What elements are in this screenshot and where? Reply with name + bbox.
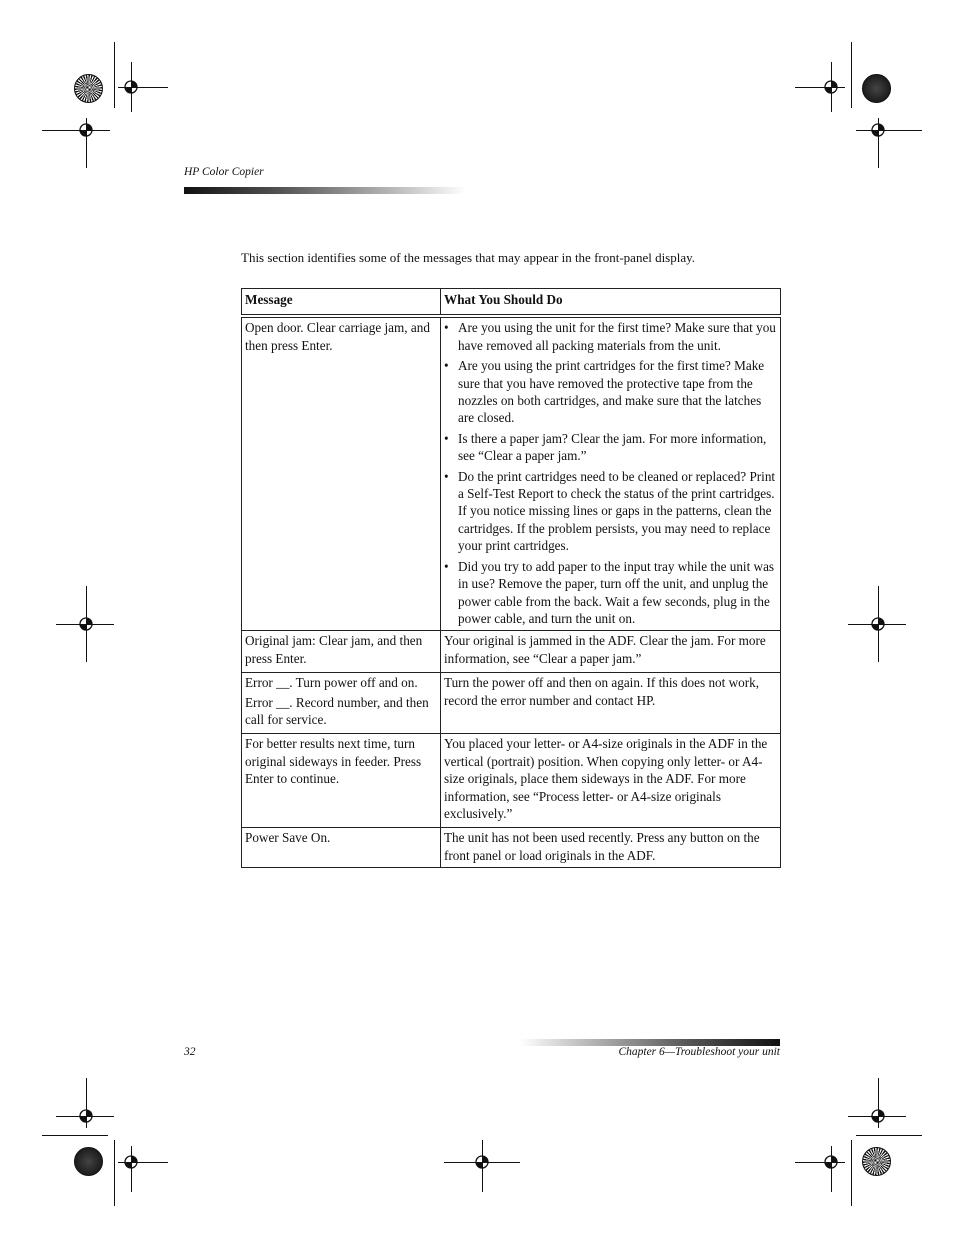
table-row bbox=[242, 316, 781, 630]
message-cell bbox=[242, 316, 441, 630]
action-bullet-list bbox=[444, 319, 777, 627]
column-header-action: What You Should Do bbox=[441, 289, 781, 317]
messages-table bbox=[241, 288, 781, 868]
crosshair-icon bbox=[868, 1106, 888, 1126]
crosshair-icon bbox=[76, 120, 96, 140]
crosshair-icon bbox=[121, 77, 141, 97]
crosshair-icon bbox=[868, 120, 888, 140]
running-header-title: HP Color Copier bbox=[184, 166, 264, 178]
registration-rosette-icon bbox=[862, 1147, 891, 1176]
registration-rosette-icon bbox=[74, 1147, 103, 1176]
action-cell: Turn the power off and then on again. If this does not work, record the error number and contact HP. bbox=[441, 673, 781, 734]
crosshair-icon bbox=[472, 1152, 492, 1172]
list-item: • Do the print cartridges need to be cleaned or replaced? Print a Self-Test Report to check the status of the print cartridges. If you notice missing lines or gaps in the patterns, clean the cartridges. If the problem persists, you may need to replace your print cartridges. bbox=[458, 468, 777, 555]
chapter-title: Chapter 6—Troubleshoot your unit bbox=[618, 1046, 780, 1058]
crosshair-icon bbox=[76, 614, 96, 634]
column-header-message: Message bbox=[242, 289, 441, 317]
list-item: • Are you using the print cartridges for the first time? Make sure that you have removed the protective tape from the nozzles on both cartridges, and make sure that the latches are closed. bbox=[458, 357, 777, 427]
table-row bbox=[242, 828, 781, 868]
crosshair-icon bbox=[868, 614, 888, 634]
registration-rosette-icon bbox=[74, 74, 103, 103]
intro-paragraph: This section identifies some of the messages that may appear in the front-panel display. bbox=[241, 250, 696, 265]
list-item: • Did you try to add paper to the input tray while the unit was in use? Remove the paper, turn off the unit, and unplug the power cable from the back. Wait a few seconds, plug in the power cable, and turn the unit on. bbox=[458, 558, 777, 628]
message-text: Original jam: Clear jam, and then press Enter. bbox=[245, 633, 423, 666]
message-text: Open door. Clear carriage jam, and then press Enter. bbox=[245, 320, 430, 353]
message-text: Error __. Record number, and then call for service. bbox=[245, 694, 429, 727]
registration-rosette-icon bbox=[862, 74, 891, 103]
message-cell bbox=[242, 631, 441, 673]
table-row bbox=[242, 673, 781, 734]
action-cell: The unit has not been used recently. Press any button on the front panel or load originals in the ADF. bbox=[441, 828, 781, 868]
footer-rule bbox=[520, 1039, 780, 1046]
action-cell: You placed your letter- or A4-size originals in the ADF in the vertical (portrait) position. When copying only letter- or A4-size originals, place them sideways in the ADF. For more information, see “Process letter- or A4-size originals exclusively.” bbox=[441, 734, 781, 828]
crosshair-icon bbox=[76, 1106, 96, 1126]
table-row bbox=[242, 631, 781, 673]
message-cell bbox=[242, 734, 441, 828]
message-cell bbox=[242, 828, 441, 868]
list-item: • Are you using the unit for the first time? Make sure that you have removed all packing materials from the unit. bbox=[458, 319, 777, 354]
list-item: • Is there a paper jam? Clear the jam. For more information, see “Clear a paper jam.” bbox=[458, 430, 777, 465]
message-text: Power Save On. bbox=[245, 830, 331, 846]
message-text: Error __. Turn power off and on. bbox=[245, 675, 418, 691]
table-row bbox=[242, 734, 781, 828]
action-cell: Your original is jammed in the ADF. Clear the jam. For more information, see “Clear a paper jam.” bbox=[441, 631, 781, 673]
header-rule bbox=[184, 187, 466, 194]
message-cell bbox=[242, 673, 441, 734]
crosshair-icon bbox=[121, 1152, 141, 1172]
action-cell bbox=[441, 316, 781, 630]
message-text: For better results next time, turn original sideways in feeder. Press Enter to continue. bbox=[245, 736, 422, 787]
table-header-row bbox=[242, 289, 781, 317]
page-number: 32 bbox=[184, 1046, 196, 1058]
crosshair-icon bbox=[821, 1152, 841, 1172]
crosshair-icon bbox=[821, 77, 841, 97]
